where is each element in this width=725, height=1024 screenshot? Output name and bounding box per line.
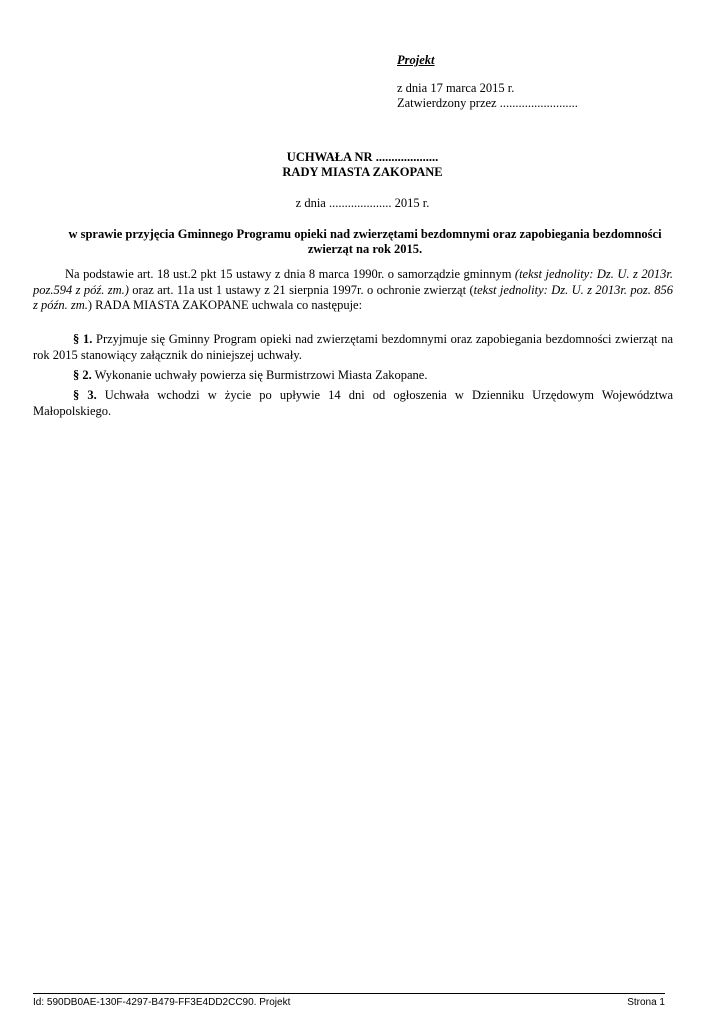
council-name: RADY MIASTA ZAKOPANE	[282, 165, 443, 179]
projekt-label: Projekt	[397, 53, 435, 67]
preamble-citation-1: (tekst jednolity: Dz. U. z 2013r. poz.594 z póź. zm.)	[33, 267, 674, 297]
preamble	[33, 267, 673, 314]
resolution-date: z dnia .................... 2015 r.	[295, 196, 430, 210]
paragraph-2-number: § 2.	[73, 368, 92, 382]
paragraph-3	[33, 388, 673, 419]
draft-date: z dnia 17 marca 2015 r.	[397, 81, 515, 95]
paragraph-1-number: § 1.	[73, 332, 93, 346]
approved-by: Zatwierdzony przez .........................	[397, 96, 578, 110]
paragraph-1-text: Przyjmuje się Gminny Program opieki nad zwierzętami bezdomnymi oraz zapobiegania bezdomności zwierząt na rok 2015 stanowiący załącznik do niniejszej uchwały.	[33, 332, 673, 362]
paragraph-2	[33, 368, 673, 384]
resolution-number: UCHWAŁA NR ....................	[286, 150, 439, 164]
preamble-citation-2: tekst jednolity: Dz. U. z 2013r. poz. 856 z późn. zm.	[33, 282, 673, 312]
paragraph-2-text: Wykonanie uchwały powierza się Burmistrzowi Miasta Zakopane.	[91, 368, 428, 382]
preamble-text-3: ) RADA MIASTA ZAKOPANE uchwala co następuje:	[87, 298, 363, 312]
paragraph-3-number: § 3.	[73, 388, 97, 402]
footer-divider	[33, 993, 665, 994]
preamble-text-2: oraz art. 11a ust 1 ustawy z 21 sierpnia 1997r. o ochronie zwierząt (	[128, 282, 474, 297]
paragraph-1	[33, 332, 673, 363]
paragraph-3-text: Uchwała wchodzi w życie po upływie 14 dni od ogłoszenia w Dzienniku Urzędowym Województwa Małopolskiego.	[33, 388, 673, 418]
preamble-text-1: Na podstawie art. 18 ust.2 pkt 15 ustawy z dnia 8 marca 1990r. o samorządzie gminnym	[65, 267, 515, 281]
resolution-subject: w sprawie przyjęcia Gminnego Programu opieki nad zwierzętami bezdomnymi oraz zapobiegania bezdomności zwierząt na rok 2015.	[68, 227, 662, 256]
page-number: Strona 1	[627, 997, 665, 1008]
document-id: Id: 590DB0AE-130F-4297-B479-FF3E4DD2CC90. Projekt	[33, 997, 291, 1008]
